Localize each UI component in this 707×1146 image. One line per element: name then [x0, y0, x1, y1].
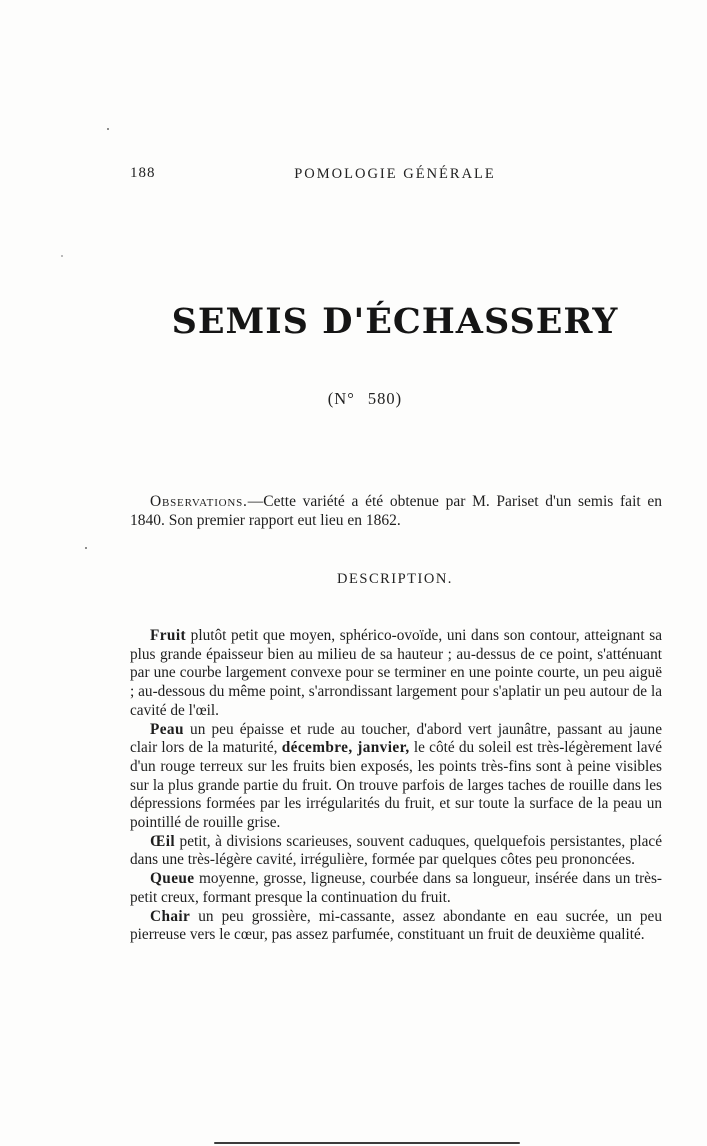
- observations-text: —Cette variété a été obtenue par M. Pariset d'un semis fait en 1840. Son premier rapport eut lieu en 1862.: [130, 492, 662, 529]
- paragraph-queue-lead: Queue: [150, 870, 195, 888]
- paragraph-peau-text: un peu épaisse et rude au toucher, d'abord vert jaunâtre, passant au jaune clair lors de la maturité,: [130, 720, 662, 757]
- paragraph-fruit: [130, 627, 662, 721]
- paragraph-peau: [130, 721, 662, 833]
- paragraph-oeil-lead: Œil: [150, 832, 175, 850]
- page-number: 188: [130, 165, 156, 181]
- scan-speck: [85, 547, 87, 549]
- paragraph-peau-bold: décembre, janvier,: [281, 739, 410, 757]
- paragraph-fruit-text: plutôt petit que moyen, sphérico-ovoïde, uni dans son contour, atteignant sa plus grande épaisseur bien au milieu de sa hauteur ; au-dessus de ce point, s'atténuant par une courbe largement convexe pour se terminer en une pointe courte, un peu aiguë ; au-dessous du même point, s'arrondissant largement pour s'aplatir un peu autour de la cavité de l'œil.: [130, 627, 662, 719]
- article-number: (N° 580): [327, 389, 403, 408]
- description-body: [130, 627, 662, 945]
- paragraph-chair-text: un peu grossière, mi-cassante, assez abondante en eau sucrée, un peu pierreuse vers le cœur, pas assez parfumée, constituant un fruit de deuxième qualité.: [130, 907, 662, 944]
- scan-speck: [61, 255, 63, 257]
- paragraph-oeil-text: petit, à divisions scarieuses, souvent caduques, quelquefois persistantes, placé dans une très-légère cavité, irrégulière, formée par quelques côtes peu prononcées.: [130, 832, 662, 869]
- running-title: POMOLOGIE GÉNÉRALE: [294, 166, 496, 182]
- observations-label: Observations.: [150, 492, 248, 510]
- paragraph-queue-text: moyenne, grosse, ligneuse, courbée dans sa longueur, insérée dans un très-petit creux, formant presque la continuation du fruit.: [130, 870, 662, 906]
- paragraph-queue: [130, 870, 662, 907]
- paragraph-oeil: [130, 833, 662, 870]
- scan-artifact-line: [214, 1142, 520, 1144]
- scan-speck: [107, 128, 109, 130]
- paragraph-fruit-lead: Fruit: [150, 627, 186, 644]
- paragraph-chair-lead: Chair: [150, 907, 191, 925]
- observations-paragraph: [130, 492, 662, 530]
- article-title: SEMIS D'ÉCHASSERY: [171, 301, 619, 343]
- description-heading: DESCRIPTION.: [337, 571, 453, 587]
- paragraph-chair: [130, 908, 662, 945]
- paragraph-peau-lead: Peau: [150, 720, 184, 738]
- paragraph-peau-text-after: le côté du soleil est très-légèrement lavé d'un rouge terreux sur les fruits bien exposés, les points très-fins sont à peine visibles sur la plus grande partie du fruit. On trouve parfois de larges taches de rouille dans les dépressions formées par les irrégularités du fruit, et sur toute la surface de la peau un pointillé de rouille grise.: [130, 739, 662, 832]
